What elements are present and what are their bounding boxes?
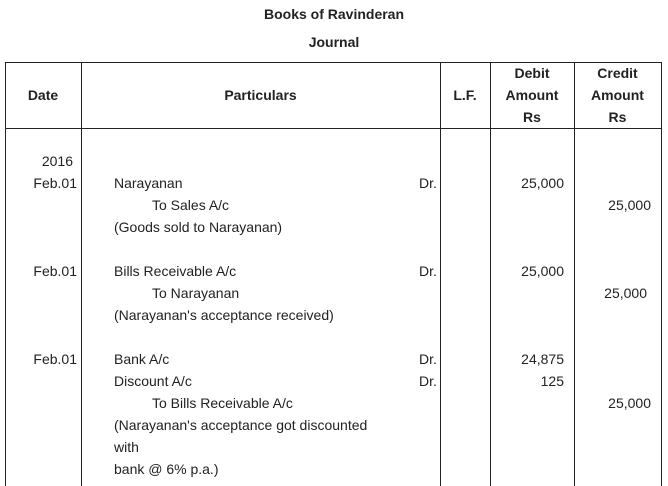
dr-marker: Dr.	[419, 263, 437, 279]
dr-marker: Dr.	[419, 373, 437, 389]
year-cell: 2016	[41, 153, 73, 169]
header-bottom-border	[5, 128, 662, 129]
entry-date: Feb.01	[33, 263, 77, 279]
debit-amount: 25,000	[521, 263, 564, 279]
credit-header-line: Amount	[591, 87, 644, 103]
particular-line: Narayanan	[114, 175, 183, 191]
col-header-debit	[490, 62, 574, 128]
debit-header-line: Rs	[523, 109, 541, 125]
debit-header-line: Amount	[505, 87, 559, 103]
debit-header-line: Debit	[514, 65, 550, 81]
debit-amount: 24,875	[521, 351, 564, 367]
credit-header-line: Credit	[597, 65, 638, 81]
dr-marker: Dr.	[419, 351, 437, 367]
col-header-credit	[574, 62, 661, 128]
narration-line: (Narayanan's acceptance got discounted	[114, 417, 368, 433]
journal-title: Journal	[308, 34, 360, 50]
particular-line: To Sales A/c	[152, 197, 230, 213]
particular-line: To Narayanan	[152, 285, 240, 301]
entry-date: Feb.01	[33, 175, 77, 191]
credit-amount: 25,000	[604, 285, 647, 301]
narration-line: (Goods sold to Narayanan)	[114, 219, 283, 235]
narration-line: bank @ 6% p.a.)	[114, 461, 219, 477]
particular-line: Bank A/c	[114, 351, 170, 367]
book-title: Books of Ravinderan	[263, 6, 405, 22]
entry-date: Feb.01	[33, 351, 77, 367]
particular-line: Bills Receivable A/c	[114, 263, 237, 279]
particular-line: To Bills Receivable A/c	[152, 395, 293, 411]
particular-line: Discount A/c	[114, 373, 192, 389]
debit-amount: 25,000	[521, 175, 564, 191]
credit-amount: 25,000	[608, 197, 651, 213]
col-header-date: Date	[27, 87, 59, 103]
credit-header-line: Rs	[608, 109, 627, 125]
narration-line: with	[114, 439, 139, 455]
col-divider	[440, 62, 441, 486]
credit-amount: 25,000	[608, 395, 651, 411]
col-divider	[81, 62, 82, 486]
col-header-particulars: Particulars	[224, 87, 297, 103]
dr-marker: Dr.	[419, 175, 437, 191]
col-divider	[661, 62, 662, 486]
narration-line: (Narayanan's acceptance received)	[114, 307, 334, 323]
col-header-lf: L.F.	[453, 87, 477, 103]
debit-amount: 125	[540, 373, 564, 389]
